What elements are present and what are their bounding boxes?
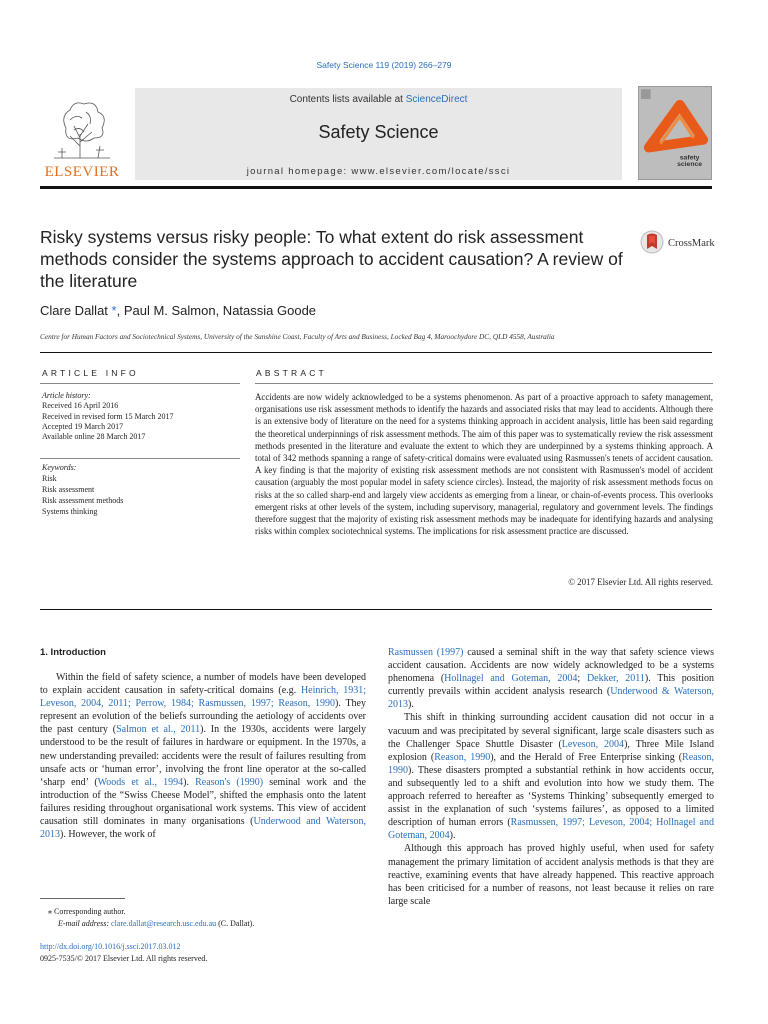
abstract-rule: [255, 383, 713, 384]
body-text: ).: [449, 830, 456, 842]
history-accepted: Accepted 19 March 2017: [42, 421, 124, 431]
keyword-item: Risk assessment methods: [42, 496, 124, 505]
journal-homepage[interactable]: journal homepage: www.elsevier.com/locate/ssci: [246, 166, 511, 177]
email-label: E-mail address:: [58, 918, 112, 928]
citation-link[interactable]: Reason, 1990: [434, 751, 491, 763]
abstract-heading: ABSTRACT: [256, 368, 327, 378]
author-first[interactable]: Clare Dallat: [40, 303, 108, 318]
history-label: Article history:: [42, 391, 91, 400]
journal-title: Safety Science: [318, 122, 439, 142]
journal-masthead: [40, 86, 712, 186]
abstract-text: Accidents are now widely acknowledged to be a systems phenomenon. As part of a proactive approach to safety management, organisations use risk assessment methods to identify the hazards and associated risks that may lead to accidents. Although there is an extensive body of literature on the need for a systems thinking approach in accident analysis, little has been said regarding the theoretical underpinnings of risk assessment methods. The aim of this paper was to systematically review the risk assessment methods presented in the literature and evaluate the extent to which they are underpinned by a systems thinking approach. A total of 342 methods spanning a range of safety-critical domains were evaluated using Rasmussen's tenets of accident causation. A key finding is that the majority of existing risk assessment methods are not consistent with Rasmussen's model of accident causation (arguably the most popular model in safety science circles). Instead, the majority of risk assessment methods focus on risks at the so called sharp-end and largely view accidents as emerging from a linear, or chain-of-events process. This overlooks emergent risks at other levels of the system, including supervisory, managerial, regulatory and government levels. The findings therefore suggest that the majority of existing risk assessment methods may be inadequate for identifying hazards and analysing risks within complex sociotechnical systems. The implications for risk assessment practice are discussed.: [255, 392, 713, 537]
article-title: Risky systems versus risky people: To what extent do risk assessment methods consider the systems approach to accident causation? A review of the literature: [40, 227, 623, 291]
doi-link[interactable]: http://dx.doi.org/10.1016/j.ssci.2017.03.012: [40, 942, 181, 951]
body-column-right: [388, 646, 714, 908]
crossmark-badge[interactable]: [640, 229, 715, 257]
email-suffix: (C. Dallat).: [216, 918, 255, 928]
history-online: Available online 28 March 2017: [42, 432, 146, 442]
doi-block: [40, 941, 370, 964]
masthead-band: [135, 88, 622, 180]
body-text: ). This position currently prevails within accident analysis research (: [388, 673, 714, 698]
citation-link[interactable]: Reason, 1990: [388, 751, 714, 776]
body-rule: [40, 609, 712, 610]
body-column-left: [40, 671, 366, 841]
keywords-list: [42, 462, 242, 517]
author-others: , Paul M. Salmon, Natassia Goode: [116, 303, 317, 318]
keyword-item: Risk: [42, 474, 57, 483]
sciencedirect-link[interactable]: ScienceDirect: [405, 94, 468, 105]
author-affiliation: Centre for Human Factors and Sociotechnical Systems, University of the Sunshine Coast, Faculty of Arts and Business, Locked Bag 4, Maroochydore DC, QLD 4558, Australia: [40, 332, 555, 341]
body-text: ).: [408, 699, 414, 711]
paragraph: [40, 671, 366, 841]
issn-line: 0925-7535/© 2017 Elsevier Ltd. All rights reserved.: [40, 953, 208, 963]
keyword-item: Risk assessment: [42, 485, 95, 494]
corresponding-author-note: ⁎ Corresponding author.: [48, 907, 126, 916]
body-text: ;: [577, 673, 587, 685]
history-received: Received 16 April 2016: [42, 401, 119, 411]
citation-link[interactable]: Dekker, 2011: [586, 673, 645, 685]
citation-link[interactable]: Salmon et al., 2011: [116, 724, 201, 736]
body-text: ), and the Herald of Free Enterprise sinking (: [490, 751, 683, 763]
citation-link[interactable]: Underwood & Waterson, 2013: [388, 686, 714, 711]
cover-title-text: safety science: [677, 154, 703, 169]
keywords-label: Keywords:: [42, 463, 77, 472]
citation-link[interactable]: Woods et al., 1994: [97, 776, 184, 788]
crossmark-label: CrossMark: [668, 238, 715, 249]
body-text: ). In the 1930s, accidents were largely understood to be the result of failures in hardware or equipment. In the 1970s, a new understanding prevailed: accidents were the result of failures resulting from unsafe acts or ‘human error’, involving the front line operator at the so-called ‘sharp end’ (: [40, 724, 366, 788]
body-text: ). These disasters prompted a substantial rethink in how accidents occur, and subsequently led to a shift and evolution into how we study them. The approach referred to hereafter as ‘Systems Thinking’ subsequently emerged to assist in the explanation of such ‘systems failures’, as opposed to a limited description of human errors (: [388, 764, 714, 829]
section-heading-introduction: 1. Introduction: [40, 647, 106, 658]
masthead-rule: [40, 186, 712, 189]
citation-link[interactable]: Leveson, 2004: [561, 738, 625, 750]
body-text: ), Three Mile Island explosion (: [388, 738, 714, 763]
footnote: [40, 906, 370, 929]
body-text: Within the field of safety science, a number of models have been developed to explain accident causation in safety-critical domains (e.g.: [40, 672, 366, 697]
article-info-rule: [40, 383, 240, 384]
citation-link[interactable]: Hollnagel and Goteman, 2004: [444, 673, 578, 685]
journal-cover-thumbnail[interactable]: [638, 86, 712, 180]
journal-citation[interactable]: Safety Science 119 (2019) 266–279: [316, 60, 452, 70]
body-text: caused a seminal shift in the way that safety science views accident causation. Accidents are now widely acknowledged to be a systems phenomena (: [388, 647, 714, 685]
footnote-rule: [40, 898, 125, 899]
keywords-rule: [40, 458, 240, 459]
history-revised: Received in revised form 15 March 2017: [42, 411, 174, 421]
paragraph: [388, 842, 714, 907]
author-email-link[interactable]: clare.dallat@research.usc.edu.au: [111, 918, 217, 928]
body-text: seminal work and the introduction of the “Swiss Cheese Model”, shifted the emphasis onto the latent failures residing throughout organisational work systems. This view of accident causation still dominates in many organisations (: [40, 776, 366, 828]
body-text: Although this approach has proved highly useful, when used for safety management the primary limitation of accident analysis methods is that they are reactive, examining events that have already happened. This reactive approach has been criticised for a number of reasons, not least because it relies on rare large scale: [388, 843, 714, 907]
body-text: This shift in thinking surrounding accident causation did not occur in a vacuum and was precipitated by several significant, large scale disasters such as the Challenger Space Shuttle Disaster (: [388, 712, 714, 750]
contents-availability-line: [135, 94, 622, 105]
citation-link[interactable]: Rasmussen, 1997; Leveson, 2004; Hollnagel and Goteman, 2004: [388, 817, 714, 842]
citation-link[interactable]: Rasmussen (1997): [388, 647, 464, 658]
corresponding-author-mark[interactable]: *: [107, 303, 117, 318]
keyword-item: Systems thinking: [42, 507, 98, 516]
article-info-heading: ARTICLE INFO: [42, 368, 139, 378]
body-text: ). However, the work of: [60, 829, 156, 841]
contents-prefix: Contents lists available at: [289, 94, 406, 105]
crossmark-icon: [640, 229, 715, 257]
paragraph: [388, 646, 714, 711]
citation-link[interactable]: Heinrich, 1931; Leveson, 2004, 2011; Perrow, 1984; Rasmussen, 1997; Reason, 1990: [40, 685, 366, 710]
article-history: [42, 391, 242, 442]
citation-link[interactable]: Underwood and Waterson, 2013: [40, 816, 367, 841]
affiliation-rule: [40, 352, 712, 353]
abstract-copyright: © 2017 Elsevier Ltd. All rights reserved.: [568, 577, 713, 587]
body-text: ).: [183, 776, 196, 788]
citation-link[interactable]: Reason's (1990): [195, 776, 264, 788]
body-text: ). They represent an evolution of the beliefs surrounding the aetiology of accidents over the past century (: [40, 698, 366, 736]
elsevier-wordmark: ELSEVIER: [44, 164, 120, 180]
paragraph: [388, 711, 714, 842]
author-list: [40, 303, 316, 318]
